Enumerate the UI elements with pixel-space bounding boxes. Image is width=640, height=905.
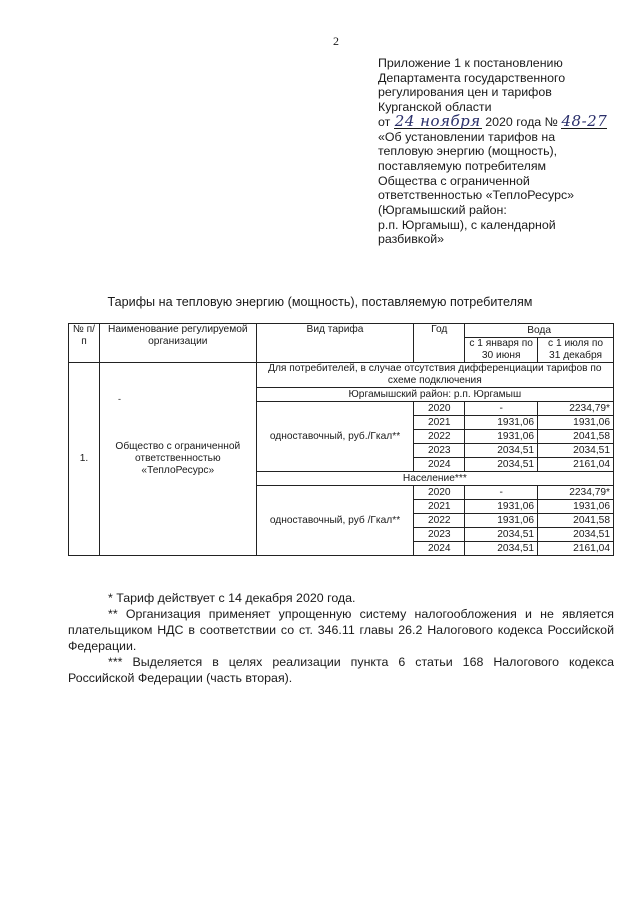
handwritten-date: 24 ноября	[394, 111, 481, 130]
handwritten-number: 48-27	[561, 111, 608, 130]
year-cell: 2021	[414, 500, 465, 514]
appendix-subject-line: «Об установлении тарифов на	[378, 129, 556, 144]
section-population: Население***	[256, 472, 613, 486]
header-period-2: с 1 июля по 31 декабря	[538, 338, 614, 363]
value-h1: 2034,51	[465, 542, 538, 556]
appendix-line: Департамента государственного	[378, 70, 566, 85]
year-cell: 2020	[414, 402, 465, 416]
row-number: 1.	[69, 363, 100, 556]
header-type: Вид тарифа	[256, 324, 414, 363]
stray-mark: -	[117, 394, 121, 404]
appendix-subject-line: поставляемую потребителям	[378, 158, 547, 173]
value-h2: 2034,51	[538, 444, 614, 458]
value-h2: 1931,06	[538, 416, 614, 430]
header-row	[69, 324, 614, 338]
appendix-subject-line: р.п. Юргамыш), с календарной	[378, 217, 556, 232]
value-h1: 1931,06	[465, 430, 538, 444]
appendix-subject-line: ответственностью «ТеплоРесурс»	[378, 188, 575, 203]
page-number: 2	[333, 34, 339, 48]
year-cell: 2024	[414, 542, 465, 556]
subsection: Юргамышский район: р.п. Юргамыш	[256, 388, 613, 402]
value-h2: 2234,79*	[538, 486, 614, 500]
year-cell: 2022	[414, 514, 465, 528]
org-name: Общество с ограниченной ответственностью «ТеплоРесурс»	[115, 441, 241, 476]
value-h1: 2034,51	[465, 444, 538, 458]
appendix-line: Приложение 1 к постановлению	[378, 56, 563, 70]
value-h1: 2034,51	[465, 528, 538, 542]
header-num: № п/п	[69, 324, 100, 363]
footnote-1: * Тариф действует с 14 декабря 2020 года.	[108, 591, 356, 605]
footnotes	[68, 590, 614, 686]
appendix-subject-line: (Юргамышский район:	[378, 203, 507, 218]
table-row	[69, 363, 614, 388]
value-h1: -	[465, 402, 538, 416]
value-h1: 1931,06	[465, 514, 538, 528]
value-h2: 1931,06	[538, 500, 614, 514]
year-cell: 2021	[414, 416, 465, 430]
appendix-header	[378, 56, 618, 247]
value-h2: 2041,58	[538, 514, 614, 528]
value-h2: 2234,79*	[538, 402, 614, 416]
appendix-date-line	[378, 111, 618, 130]
date-prefix: от	[378, 114, 391, 129]
year-cell: 2023	[414, 528, 465, 542]
year-cell: 2023	[414, 444, 465, 458]
value-h2: 2161,04	[538, 542, 614, 556]
header-water: Вода	[465, 324, 614, 338]
tariff-table	[68, 323, 614, 556]
header-year: Год	[414, 324, 465, 363]
value-h1: 1931,06	[465, 500, 538, 514]
footnote-2: ** Организация применяет упрощенную систему налогообложения и не является плательщиком НДС в соответствии со ст. 346.11 главы 26.2 Налогового кодекса Российской Федерации.	[68, 607, 614, 653]
value-h1: -	[465, 486, 538, 500]
value-h2: 2034,51	[538, 528, 614, 542]
org-name-cell	[99, 363, 256, 556]
year-cell: 2020	[414, 486, 465, 500]
footnote-3: *** Выделяется в целях реализации пункта 6 статьи 168 Налогового кодекса Российской Федерации (часть вторая).	[68, 655, 614, 685]
value-h2: 2041,58	[538, 430, 614, 444]
value-h1: 1931,06	[465, 416, 538, 430]
appendix-subject-line: Общества с ограниченной	[378, 173, 530, 188]
header-org: Наименование регулируемой организации	[99, 324, 256, 363]
value-h1: 2034,51	[465, 458, 538, 472]
value-h2: 2161,04	[538, 458, 614, 472]
appendix-line: Курганской области	[378, 100, 492, 115]
tariff-type: одноставочный, руб /Гкал**	[256, 486, 414, 556]
appendix-line: регулирования цен и тарифов	[378, 85, 552, 100]
tariff-type: одноставочный, руб./Гкал**	[256, 402, 414, 472]
document-title: Тарифы на тепловую энергию (мощность), поставляемую потребителям	[107, 295, 533, 309]
date-year: 2020 года №	[485, 114, 558, 129]
section-main: Для потребителей, в случае отсутствия дифференциации тарифов по схеме подключения	[256, 363, 613, 388]
year-cell: 2024	[414, 458, 465, 472]
appendix-subject-line: разбивкой»	[378, 232, 445, 247]
appendix-subject-line: тепловую энергию (мощность),	[378, 144, 558, 159]
header-period-1: с 1 января по 30 июня	[465, 338, 538, 363]
year-cell: 2022	[414, 430, 465, 444]
